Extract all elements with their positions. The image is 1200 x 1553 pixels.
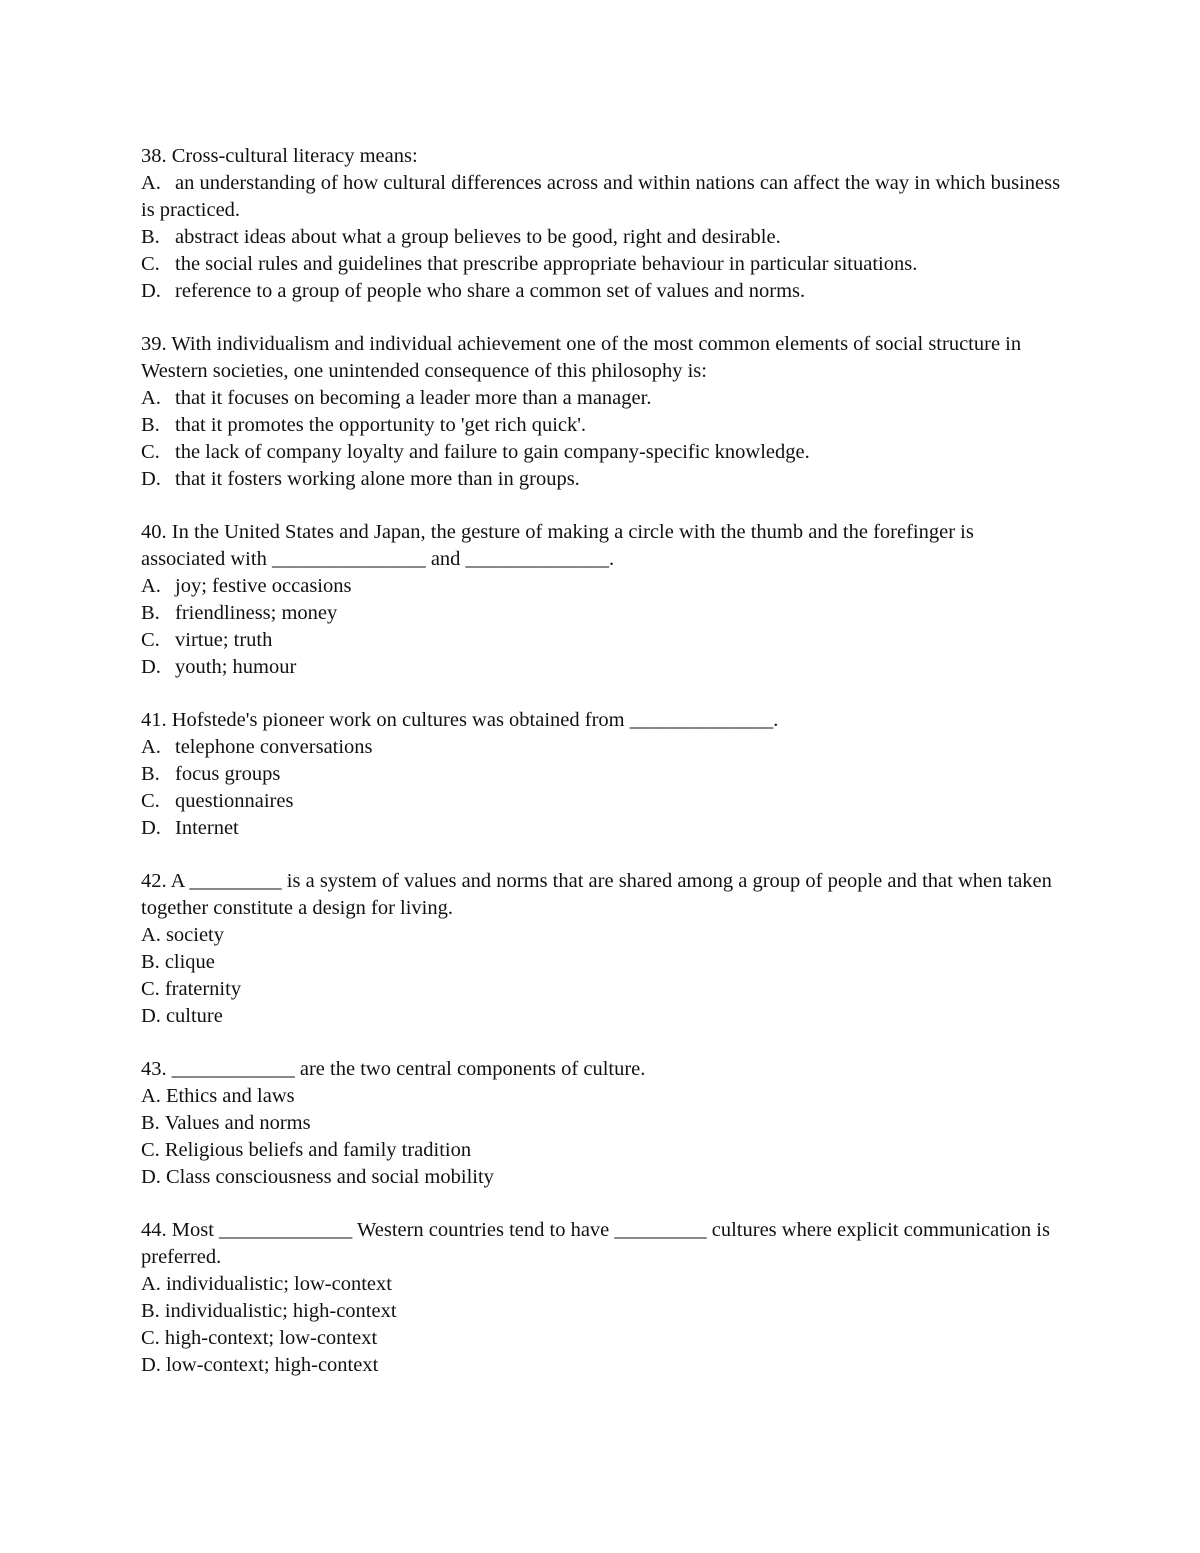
option-text: culture [165, 1005, 223, 1027]
option-letter: A. [141, 172, 161, 194]
option-b [141, 761, 1061, 788]
option-a [141, 1083, 1061, 1110]
option-c [141, 1325, 1061, 1352]
option-letter: D. [141, 1354, 161, 1376]
option-c [141, 439, 1061, 466]
question-43 [141, 1056, 1061, 1191]
option-text: focus groups [175, 763, 281, 785]
option-letter: A. [141, 1085, 161, 1107]
option-letter: B. [141, 951, 160, 973]
option-letter: C. [141, 441, 160, 463]
option-text: telephone conversations [175, 736, 373, 758]
option-text: Religious beliefs and family tradition [164, 1139, 472, 1161]
option-d [141, 815, 1061, 842]
option-text: Values and norms [164, 1112, 311, 1134]
option-b [141, 1110, 1061, 1137]
question-42 [141, 868, 1061, 1030]
option-letter: A. [141, 387, 161, 409]
option-text: joy; festive occasions [175, 575, 352, 597]
option-a [141, 573, 1061, 600]
option-letter: A. [141, 736, 161, 758]
option-letter: B. [141, 763, 160, 785]
option-letter: B. [141, 226, 160, 248]
option-letter: C. [141, 629, 160, 651]
option-text: the lack of company loyalty and failure to gain company-specific knowledge. [175, 441, 810, 463]
question-stem: 39. With individualism and individual achievement one of the most common elements of social structure in Western societies, one unintended consequence of this philosophy is: [141, 333, 1022, 382]
option-d [141, 278, 1061, 305]
option-letter: A. [141, 924, 161, 946]
option-text: virtue; truth [175, 629, 273, 651]
option-text: Class consciousness and social mobility [165, 1166, 494, 1188]
question-41 [141, 707, 1061, 842]
option-b [141, 1298, 1061, 1325]
option-letter: D. [141, 280, 161, 302]
option-b [141, 600, 1061, 627]
option-letter: D. [141, 468, 161, 490]
option-d [141, 1352, 1061, 1379]
option-text: high-context; low-context [164, 1327, 378, 1349]
option-text: the social rules and guidelines that prescribe appropriate behaviour in particular situations. [175, 253, 918, 275]
question-39 [141, 331, 1061, 493]
option-letter: B. [141, 1112, 160, 1134]
option-c [141, 788, 1061, 815]
question-stem: 42. A _________ is a system of values and norms that are shared among a group of people and that when taken together constitute a design for living. [141, 870, 1052, 919]
option-b [141, 224, 1061, 251]
option-text: reference to a group of people who share a common set of values and norms. [175, 280, 806, 302]
option-a [141, 922, 1061, 949]
question-stem: 38. Cross-cultural literacy means: [141, 145, 418, 167]
option-b [141, 412, 1061, 439]
question-38 [141, 143, 1061, 305]
option-d [141, 1164, 1061, 1191]
option-b [141, 949, 1061, 976]
option-letter: B. [141, 602, 160, 624]
option-text: clique [164, 951, 215, 973]
option-letter: D. [141, 1166, 161, 1188]
option-letter: C. [141, 978, 160, 1000]
option-text: low-context; high-context [165, 1354, 379, 1376]
option-letter: D. [141, 1005, 161, 1027]
option-text: an understanding of how cultural differences across and within nations can affect the way in which business is practiced. [141, 172, 1061, 221]
option-text: that it promotes the opportunity to 'get rich quick'. [175, 414, 587, 436]
option-d [141, 654, 1061, 681]
option-text: that it focuses on becoming a leader more than a manager. [175, 387, 652, 409]
option-c [141, 1137, 1061, 1164]
option-text: society [165, 924, 225, 946]
option-text: questionnaires [175, 790, 294, 812]
option-text: youth; humour [175, 656, 297, 678]
option-letter: D. [141, 817, 161, 839]
question-stem: 43. ____________ are the two central components of culture. [141, 1058, 646, 1080]
option-letter: C. [141, 253, 160, 275]
option-letter: C. [141, 790, 160, 812]
option-a [141, 170, 1061, 224]
option-c [141, 976, 1061, 1003]
option-letter: C. [141, 1327, 160, 1349]
question-stem: 40. In the United States and Japan, the gesture of making a circle with the thumb and the forefinger is associated with _______________ and ______________. [141, 521, 974, 570]
option-letter: B. [141, 414, 160, 436]
option-text: individualistic; high-context [164, 1300, 397, 1322]
option-c [141, 251, 1061, 278]
option-a [141, 385, 1061, 412]
option-text: individualistic; low-context [165, 1273, 392, 1295]
option-a [141, 1271, 1061, 1298]
option-text: fraternity [164, 978, 242, 1000]
option-c [141, 627, 1061, 654]
option-text: Internet [175, 817, 239, 839]
question-44 [141, 1217, 1061, 1379]
option-letter: A. [141, 575, 161, 597]
option-letter: B. [141, 1300, 160, 1322]
question-stem: 44. Most _____________ Western countries tend to have _________ cultures where explicit communication is preferred. [141, 1219, 1050, 1268]
question-40 [141, 519, 1061, 681]
option-text: that it fosters working alone more than in groups. [175, 468, 580, 490]
exam-page [141, 143, 1061, 1405]
question-stem: 41. Hofstede's pioneer work on cultures was obtained from ______________. [141, 709, 779, 731]
option-text: abstract ideas about what a group believes to be good, right and desirable. [175, 226, 781, 248]
option-a [141, 734, 1061, 761]
option-text: Ethics and laws [165, 1085, 295, 1107]
option-d [141, 1003, 1061, 1030]
option-letter: D. [141, 656, 161, 678]
option-letter: C. [141, 1139, 160, 1161]
option-letter: A. [141, 1273, 161, 1295]
option-text: friendliness; money [175, 602, 338, 624]
option-d [141, 466, 1061, 493]
